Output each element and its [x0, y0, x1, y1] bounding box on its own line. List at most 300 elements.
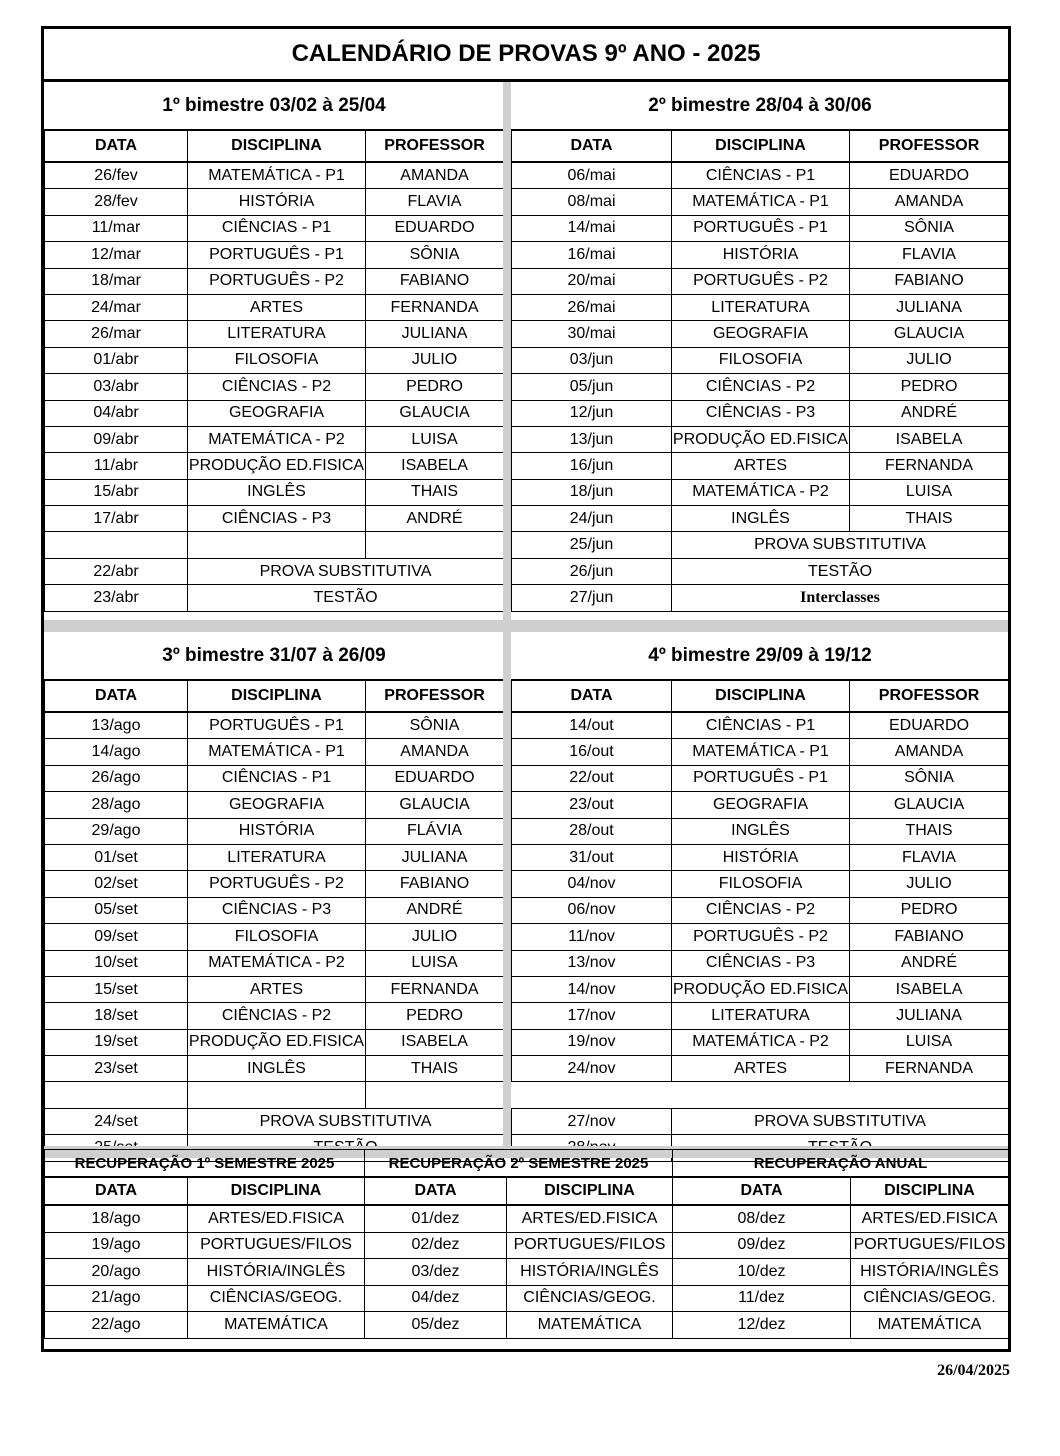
- table-row: [512, 897, 1009, 923]
- cell-date: 18/mar: [45, 268, 188, 294]
- cell-disciplina: PORTUGUÊS - P2: [672, 268, 850, 294]
- block-title: 3º bimestre 31/07 à 26/09: [45, 632, 504, 680]
- cell-professor: FERNANDA: [366, 294, 504, 320]
- cell-professor: FABIANO: [366, 871, 504, 897]
- cell-professor: FLÁVIA: [366, 818, 504, 844]
- cell-disciplina: MATEMÁTICA - P2: [188, 426, 366, 452]
- table-row: [45, 871, 504, 897]
- table-row: [45, 321, 504, 347]
- cell-professor: THAIS: [366, 479, 504, 505]
- table-row-special: [512, 532, 1009, 558]
- table-row: [512, 976, 1009, 1002]
- table-row: [45, 189, 504, 215]
- cell-disciplina: HISTÓRIA: [672, 242, 850, 268]
- column-header-row: [45, 130, 504, 162]
- table-row: [512, 374, 1009, 400]
- cell-date: 23/set: [45, 1056, 188, 1082]
- cell-date: 04/nov: [512, 871, 672, 897]
- blank-cell: [366, 1082, 504, 1108]
- calendar-sheet: [41, 26, 1011, 1352]
- cell-professor: SÔNIA: [366, 712, 504, 739]
- cell-professor: ISABELA: [366, 453, 504, 479]
- cell-date: 11/nov: [512, 924, 672, 950]
- cell-disciplina: ARTES/ED.FISICA: [507, 1205, 673, 1232]
- cell-disciplina: FILOSOFIA: [672, 347, 850, 373]
- cell-professor: JULIANA: [366, 321, 504, 347]
- block-title-row: [45, 82, 504, 130]
- cell-date: 18/set: [45, 1003, 188, 1029]
- table-row-special: [45, 558, 504, 584]
- blank-cell: [45, 532, 188, 558]
- cell-disciplina: CIÊNCIAS - P2: [188, 374, 366, 400]
- cell-disciplina: PRODUÇÃO ED.FISICA: [188, 1029, 366, 1055]
- cell-disciplina: ARTES/ED.FISICA: [188, 1205, 365, 1232]
- cell-professor: EDUARDO: [850, 712, 1009, 739]
- header-data: DATA: [45, 1177, 188, 1205]
- cell-professor: ANDRÉ: [850, 950, 1009, 976]
- cell-date: 16/mai: [512, 242, 672, 268]
- cell-disciplina: CIÊNCIAS - P1: [188, 765, 366, 791]
- cell-event: TESTÃO: [188, 585, 504, 611]
- cell-disciplina: CIÊNCIAS - P3: [672, 400, 850, 426]
- cell-date: 26/jun: [512, 558, 672, 584]
- cell-date: 16/jun: [512, 453, 672, 479]
- table-row: [45, 347, 504, 373]
- cell-disciplina: GEOGRAFIA: [672, 321, 850, 347]
- table-row-special: [45, 1108, 504, 1134]
- cell-date: 12/dez: [673, 1312, 851, 1339]
- cell-disciplina: CIÊNCIAS - P3: [188, 897, 366, 923]
- table-row: [45, 765, 504, 791]
- cell-professor: SÔNIA: [850, 215, 1009, 241]
- table-row: [45, 1312, 1009, 1339]
- b2-table: [511, 82, 1009, 612]
- cell-disciplina: PORTUGUES/FILOS: [851, 1232, 1009, 1259]
- cell-date: 04/abr: [45, 400, 188, 426]
- cell-professor: GLAUCIA: [850, 792, 1009, 818]
- cell-disciplina: FILOSOFIA: [188, 924, 366, 950]
- cell-disciplina: CIÊNCIAS - P1: [672, 712, 850, 739]
- header-professor: PROFESSOR: [850, 680, 1009, 712]
- block-title: 4º bimestre 29/09 à 19/12: [512, 632, 1009, 680]
- cell-disciplina: HISTÓRIA/INGLÊS: [188, 1259, 365, 1286]
- cell-disciplina: MATEMÁTICA: [188, 1312, 365, 1339]
- header-disciplina: DISCIPLINA: [188, 1177, 365, 1205]
- table-row: [45, 506, 504, 532]
- table-row: [512, 712, 1009, 739]
- cell-professor: THAIS: [850, 506, 1009, 532]
- cell-disciplina: CIÊNCIAS/GEOG.: [188, 1285, 365, 1312]
- cell-disciplina: HISTÓRIA: [672, 844, 850, 870]
- table-row: [512, 268, 1009, 294]
- cell-disciplina: MATEMÁTICA: [507, 1312, 673, 1339]
- bimestre-4-block: [511, 632, 1009, 1162]
- cell-disciplina: GEOGRAFIA: [672, 792, 850, 818]
- table-row: [512, 792, 1009, 818]
- cell-professor: FERNANDA: [366, 976, 504, 1002]
- table-row: [512, 950, 1009, 976]
- cell-professor: JULIANA: [850, 1003, 1009, 1029]
- cell-date: 22/abr: [45, 558, 188, 584]
- table-row-special: [512, 558, 1009, 584]
- recuperacao-header-row: [45, 1177, 1009, 1205]
- cell-professor: AMANDA: [850, 739, 1009, 765]
- cell-disciplina: INGLÊS: [672, 506, 850, 532]
- header-data: DATA: [673, 1177, 851, 1205]
- page-title: CALENDÁRIO DE PROVAS 9º ANO - 2025: [44, 29, 1008, 82]
- cell-date: 06/nov: [512, 897, 672, 923]
- horizontal-separator: [44, 620, 1008, 632]
- cell-professor: EDUARDO: [366, 215, 504, 241]
- header-professor: PROFESSOR: [366, 680, 504, 712]
- cell-date: 26/ago: [45, 765, 188, 791]
- cell-professor: JULIO: [850, 347, 1009, 373]
- cell-event: PROVA SUBSTITUTIVA: [672, 532, 1009, 558]
- cell-event: TESTÃO: [672, 558, 1009, 584]
- cell-date: 13/ago: [45, 712, 188, 739]
- cell-disciplina: PRODUÇÃO ED.FISICA: [672, 976, 850, 1002]
- cell-date: 28/ago: [45, 792, 188, 818]
- cell-date: 06/mai: [512, 162, 672, 189]
- table-row: [512, 400, 1009, 426]
- blank-row: [45, 532, 504, 558]
- table-row: [45, 426, 504, 452]
- table-row: [45, 739, 504, 765]
- cell-date: 10/set: [45, 950, 188, 976]
- cell-disciplina: ARTES/ED.FISICA: [851, 1205, 1009, 1232]
- table-row: [45, 453, 504, 479]
- table-row: [512, 321, 1009, 347]
- cell-date: 01/set: [45, 844, 188, 870]
- table-row: [512, 189, 1009, 215]
- cell-date: 01/abr: [45, 347, 188, 373]
- cell-professor: AMANDA: [850, 189, 1009, 215]
- cell-date: 02/dez: [365, 1232, 507, 1259]
- cell-date: 24/nov: [512, 1056, 672, 1082]
- cell-date: 27/jun: [512, 585, 672, 611]
- vertical-separator: [503, 82, 511, 620]
- cell-disciplina: ARTES: [672, 453, 850, 479]
- footer-date: 26/04/2025: [937, 1362, 1010, 1379]
- cell-date: 21/ago: [45, 1285, 188, 1312]
- cell-disciplina: GEOGRAFIA: [188, 792, 366, 818]
- table-row: [512, 1003, 1009, 1029]
- cell-disciplina: CIÊNCIAS/GEOG.: [851, 1285, 1009, 1312]
- cell-professor: FABIANO: [850, 924, 1009, 950]
- table-row: [512, 453, 1009, 479]
- header-disciplina: DISCIPLINA: [672, 130, 850, 162]
- block-title-row: [45, 632, 504, 680]
- cell-event: PROVA SUBSTITUTIVA: [672, 1108, 1009, 1134]
- header-professor: PROFESSOR: [850, 130, 1009, 162]
- table-row-special: [512, 585, 1009, 611]
- cell-date: 17/nov: [512, 1003, 672, 1029]
- recuperacao-1-title: RECUPERAÇÃO 1º SEMESTRE 2025: [45, 1150, 365, 1178]
- header-data: DATA: [45, 680, 188, 712]
- cell-date: 09/set: [45, 924, 188, 950]
- table-row: [512, 426, 1009, 452]
- cell-date: 23/out: [512, 792, 672, 818]
- cell-disciplina: PORTUGUÊS - P2: [188, 268, 366, 294]
- cell-professor: ANDRÉ: [366, 506, 504, 532]
- blank-cell: [188, 1082, 366, 1108]
- cell-professor: SÔNIA: [366, 242, 504, 268]
- table-row: [512, 506, 1009, 532]
- cell-date: 26/mai: [512, 294, 672, 320]
- cell-date: 15/abr: [45, 479, 188, 505]
- cell-date: 23/abr: [45, 585, 188, 611]
- cell-disciplina: PORTUGUÊS - P1: [188, 242, 366, 268]
- table-row: [45, 897, 504, 923]
- cell-disciplina: CIÊNCIAS/GEOG.: [507, 1285, 673, 1312]
- cell-date: 24/mar: [45, 294, 188, 320]
- cell-disciplina: CIÊNCIAS - P3: [188, 506, 366, 532]
- cell-disciplina: FILOSOFIA: [672, 871, 850, 897]
- cell-disciplina: INGLÊS: [672, 818, 850, 844]
- header-disciplina: DISCIPLINA: [507, 1177, 673, 1205]
- cell-professor: FLAVIA: [366, 189, 504, 215]
- column-header-row: [512, 680, 1009, 712]
- table-row: [45, 479, 504, 505]
- cell-professor: LUISA: [366, 950, 504, 976]
- table-row: [45, 950, 504, 976]
- cell-professor: AMANDA: [366, 739, 504, 765]
- table-row: [512, 347, 1009, 373]
- cell-date: 05/dez: [365, 1312, 507, 1339]
- table-row: [45, 1259, 1009, 1286]
- cell-disciplina: CIÊNCIAS - P2: [672, 374, 850, 400]
- column-header-row: [45, 680, 504, 712]
- cell-date: 26/mar: [45, 321, 188, 347]
- cell-date: 14/out: [512, 712, 672, 739]
- cell-disciplina: FILOSOFIA: [188, 347, 366, 373]
- table-row: [512, 162, 1009, 189]
- cell-professor: JULIO: [850, 871, 1009, 897]
- cell-professor: LUISA: [366, 426, 504, 452]
- cell-date: 03/jun: [512, 347, 672, 373]
- cell-professor: GLAUCIA: [366, 400, 504, 426]
- b3-table: [44, 632, 504, 1162]
- cell-professor: JULIANA: [366, 844, 504, 870]
- cell-professor: LUISA: [850, 1029, 1009, 1055]
- table-row: [512, 294, 1009, 320]
- table-row: [45, 1003, 504, 1029]
- blank-cell: [188, 532, 366, 558]
- table-row: [45, 294, 504, 320]
- header-disciplina: DISCIPLINA: [188, 680, 366, 712]
- cell-disciplina: GEOGRAFIA: [188, 400, 366, 426]
- cell-date: 30/mai: [512, 321, 672, 347]
- cell-date: 12/jun: [512, 400, 672, 426]
- cell-date: 18/jun: [512, 479, 672, 505]
- table-row-special: [512, 1108, 1009, 1134]
- table-row: [45, 924, 504, 950]
- block-title-row: [512, 632, 1009, 680]
- b4-table: [511, 632, 1009, 1162]
- table-row: [45, 792, 504, 818]
- table-row: [45, 1056, 504, 1082]
- b1-table: [44, 82, 504, 612]
- cell-disciplina: ARTES: [672, 1056, 850, 1082]
- table-row: [512, 844, 1009, 870]
- cell-date: 03/dez: [365, 1259, 507, 1286]
- cell-professor: FABIANO: [366, 268, 504, 294]
- header-data: DATA: [45, 130, 188, 162]
- header-data: DATA: [512, 130, 672, 162]
- table-row-special: [45, 585, 504, 611]
- cell-date: 11/dez: [673, 1285, 851, 1312]
- table-row: [512, 739, 1009, 765]
- blank-row: [512, 1082, 1009, 1108]
- table-row: [45, 712, 504, 739]
- table-row: [45, 242, 504, 268]
- cell-professor: ISABELA: [850, 976, 1009, 1002]
- cell-disciplina: LITERATURA: [672, 294, 850, 320]
- table-row: [45, 1232, 1009, 1259]
- blank-row: [45, 1082, 504, 1108]
- cell-date: 05/set: [45, 897, 188, 923]
- cell-disciplina: PRODUÇÃO ED.FISICA: [672, 426, 850, 452]
- cell-professor: FABIANO: [850, 268, 1009, 294]
- cell-disciplina: MATEMÁTICA - P2: [672, 479, 850, 505]
- cell-event: PROVA SUBSTITUTIVA: [188, 558, 504, 584]
- cell-disciplina: LITERATURA: [672, 1003, 850, 1029]
- cell-date: 26/fev: [45, 162, 188, 189]
- table-row: [45, 268, 504, 294]
- cell-professor: ISABELA: [850, 426, 1009, 452]
- cell-disciplina: ARTES: [188, 294, 366, 320]
- cell-disciplina: LITERATURA: [188, 321, 366, 347]
- cell-date: 16/out: [512, 739, 672, 765]
- recuperacao-title-row: [45, 1150, 1009, 1178]
- cell-professor: THAIS: [850, 818, 1009, 844]
- column-header-row: [512, 130, 1009, 162]
- cell-professor: FLAVIA: [850, 844, 1009, 870]
- cell-date: 15/set: [45, 976, 188, 1002]
- cell-professor: ISABELA: [366, 1029, 504, 1055]
- cell-disciplina: MATEMÁTICA - P1: [672, 189, 850, 215]
- cell-date: 19/set: [45, 1029, 188, 1055]
- header-disciplina: DISCIPLINA: [672, 680, 850, 712]
- table-row: [45, 1029, 504, 1055]
- cell-professor: PEDRO: [366, 1003, 504, 1029]
- block-title-row: [512, 82, 1009, 130]
- cell-professor: PEDRO: [366, 374, 504, 400]
- header-data: DATA: [365, 1177, 507, 1205]
- cell-professor: FERNANDA: [850, 1056, 1009, 1082]
- cell-professor: ANDRÉ: [366, 897, 504, 923]
- cell-date: 25/jun: [512, 532, 672, 558]
- cell-professor: AMANDA: [366, 162, 504, 189]
- cell-date: 19/ago: [45, 1232, 188, 1259]
- cell-date: 14/nov: [512, 976, 672, 1002]
- cell-professor: PEDRO: [850, 374, 1009, 400]
- cell-disciplina: PORTUGUÊS - P2: [672, 924, 850, 950]
- cell-professor: JULIO: [366, 924, 504, 950]
- cell-date: 14/ago: [45, 739, 188, 765]
- block-title: 1º bimestre 03/02 à 25/04: [45, 82, 504, 130]
- header-data: DATA: [512, 680, 672, 712]
- cell-disciplina: HISTÓRIA: [188, 818, 366, 844]
- cell-professor: JULIANA: [850, 294, 1009, 320]
- cell-disciplina: MATEMÁTICA: [851, 1312, 1009, 1339]
- cell-professor: FERNANDA: [850, 453, 1009, 479]
- table-row: [512, 215, 1009, 241]
- table-row: [512, 242, 1009, 268]
- cell-disciplina: MATEMÁTICA - P1: [188, 162, 366, 189]
- table-row: [45, 1285, 1009, 1312]
- cell-disciplina: MATEMÁTICA - P2: [672, 1029, 850, 1055]
- cell-disciplina: CIÊNCIAS - P1: [188, 215, 366, 241]
- bimestre-2-block: [511, 82, 1009, 612]
- cell-disciplina: HISTÓRIA/INGLÊS: [507, 1259, 673, 1286]
- cell-professor: PEDRO: [850, 897, 1009, 923]
- cell-date: 02/set: [45, 871, 188, 897]
- header-professor: PROFESSOR: [366, 130, 504, 162]
- cell-date: 28/out: [512, 818, 672, 844]
- cell-disciplina: INGLÊS: [188, 1056, 366, 1082]
- cell-date: 11/abr: [45, 453, 188, 479]
- table-row: [45, 400, 504, 426]
- cell-disciplina: MATEMÁTICA - P1: [188, 739, 366, 765]
- blank-cell: [45, 1082, 188, 1108]
- cell-date: 18/ago: [45, 1205, 188, 1232]
- cell-date: 20/mai: [512, 268, 672, 294]
- bimestre-1-block: [44, 82, 504, 612]
- table-row: [512, 765, 1009, 791]
- table-row: [512, 818, 1009, 844]
- cell-event: Interclasses: [672, 585, 1009, 611]
- blank-cell: [366, 532, 504, 558]
- cell-disciplina: PORTUGUÊS - P1: [672, 215, 850, 241]
- cell-disciplina: PRODUÇÃO ED.FISICA: [188, 453, 366, 479]
- cell-date: 24/set: [45, 1108, 188, 1134]
- cell-date: 05/jun: [512, 374, 672, 400]
- cell-professor: THAIS: [366, 1056, 504, 1082]
- blank-cell: [512, 1082, 1009, 1108]
- cell-date: 22/out: [512, 765, 672, 791]
- header-disciplina: DISCIPLINA: [188, 130, 366, 162]
- cell-professor: JULIO: [366, 347, 504, 373]
- vertical-separator: [503, 632, 511, 1146]
- table-row: [45, 215, 504, 241]
- cell-date: 14/mai: [512, 215, 672, 241]
- cell-event: PROVA SUBSTITUTIVA: [188, 1108, 504, 1134]
- cell-date: 28/fev: [45, 189, 188, 215]
- cell-professor: EDUARDO: [366, 765, 504, 791]
- cell-disciplina: CIÊNCIAS - P2: [672, 897, 850, 923]
- cell-date: 20/ago: [45, 1259, 188, 1286]
- cell-date: 27/nov: [512, 1108, 672, 1134]
- cell-disciplina: MATEMÁTICA - P1: [672, 739, 850, 765]
- cell-disciplina: CIÊNCIAS - P3: [672, 950, 850, 976]
- block-title: 2º bimestre 28/04 à 30/06: [512, 82, 1009, 130]
- cell-professor: EDUARDO: [850, 162, 1009, 189]
- cell-disciplina: PORTUGUES/FILOS: [507, 1232, 673, 1259]
- cell-date: 29/ago: [45, 818, 188, 844]
- cell-date: 13/nov: [512, 950, 672, 976]
- table-row: [45, 976, 504, 1002]
- cell-disciplina: PORTUGUÊS - P2: [188, 871, 366, 897]
- cell-disciplina: PORTUGUES/FILOS: [188, 1232, 365, 1259]
- table-row: [512, 924, 1009, 950]
- cell-date: 22/ago: [45, 1312, 188, 1339]
- table-row: [512, 871, 1009, 897]
- cell-date: 08/mai: [512, 189, 672, 215]
- cell-professor: LUISA: [850, 479, 1009, 505]
- table-row: [45, 1205, 1009, 1232]
- table-row: [45, 818, 504, 844]
